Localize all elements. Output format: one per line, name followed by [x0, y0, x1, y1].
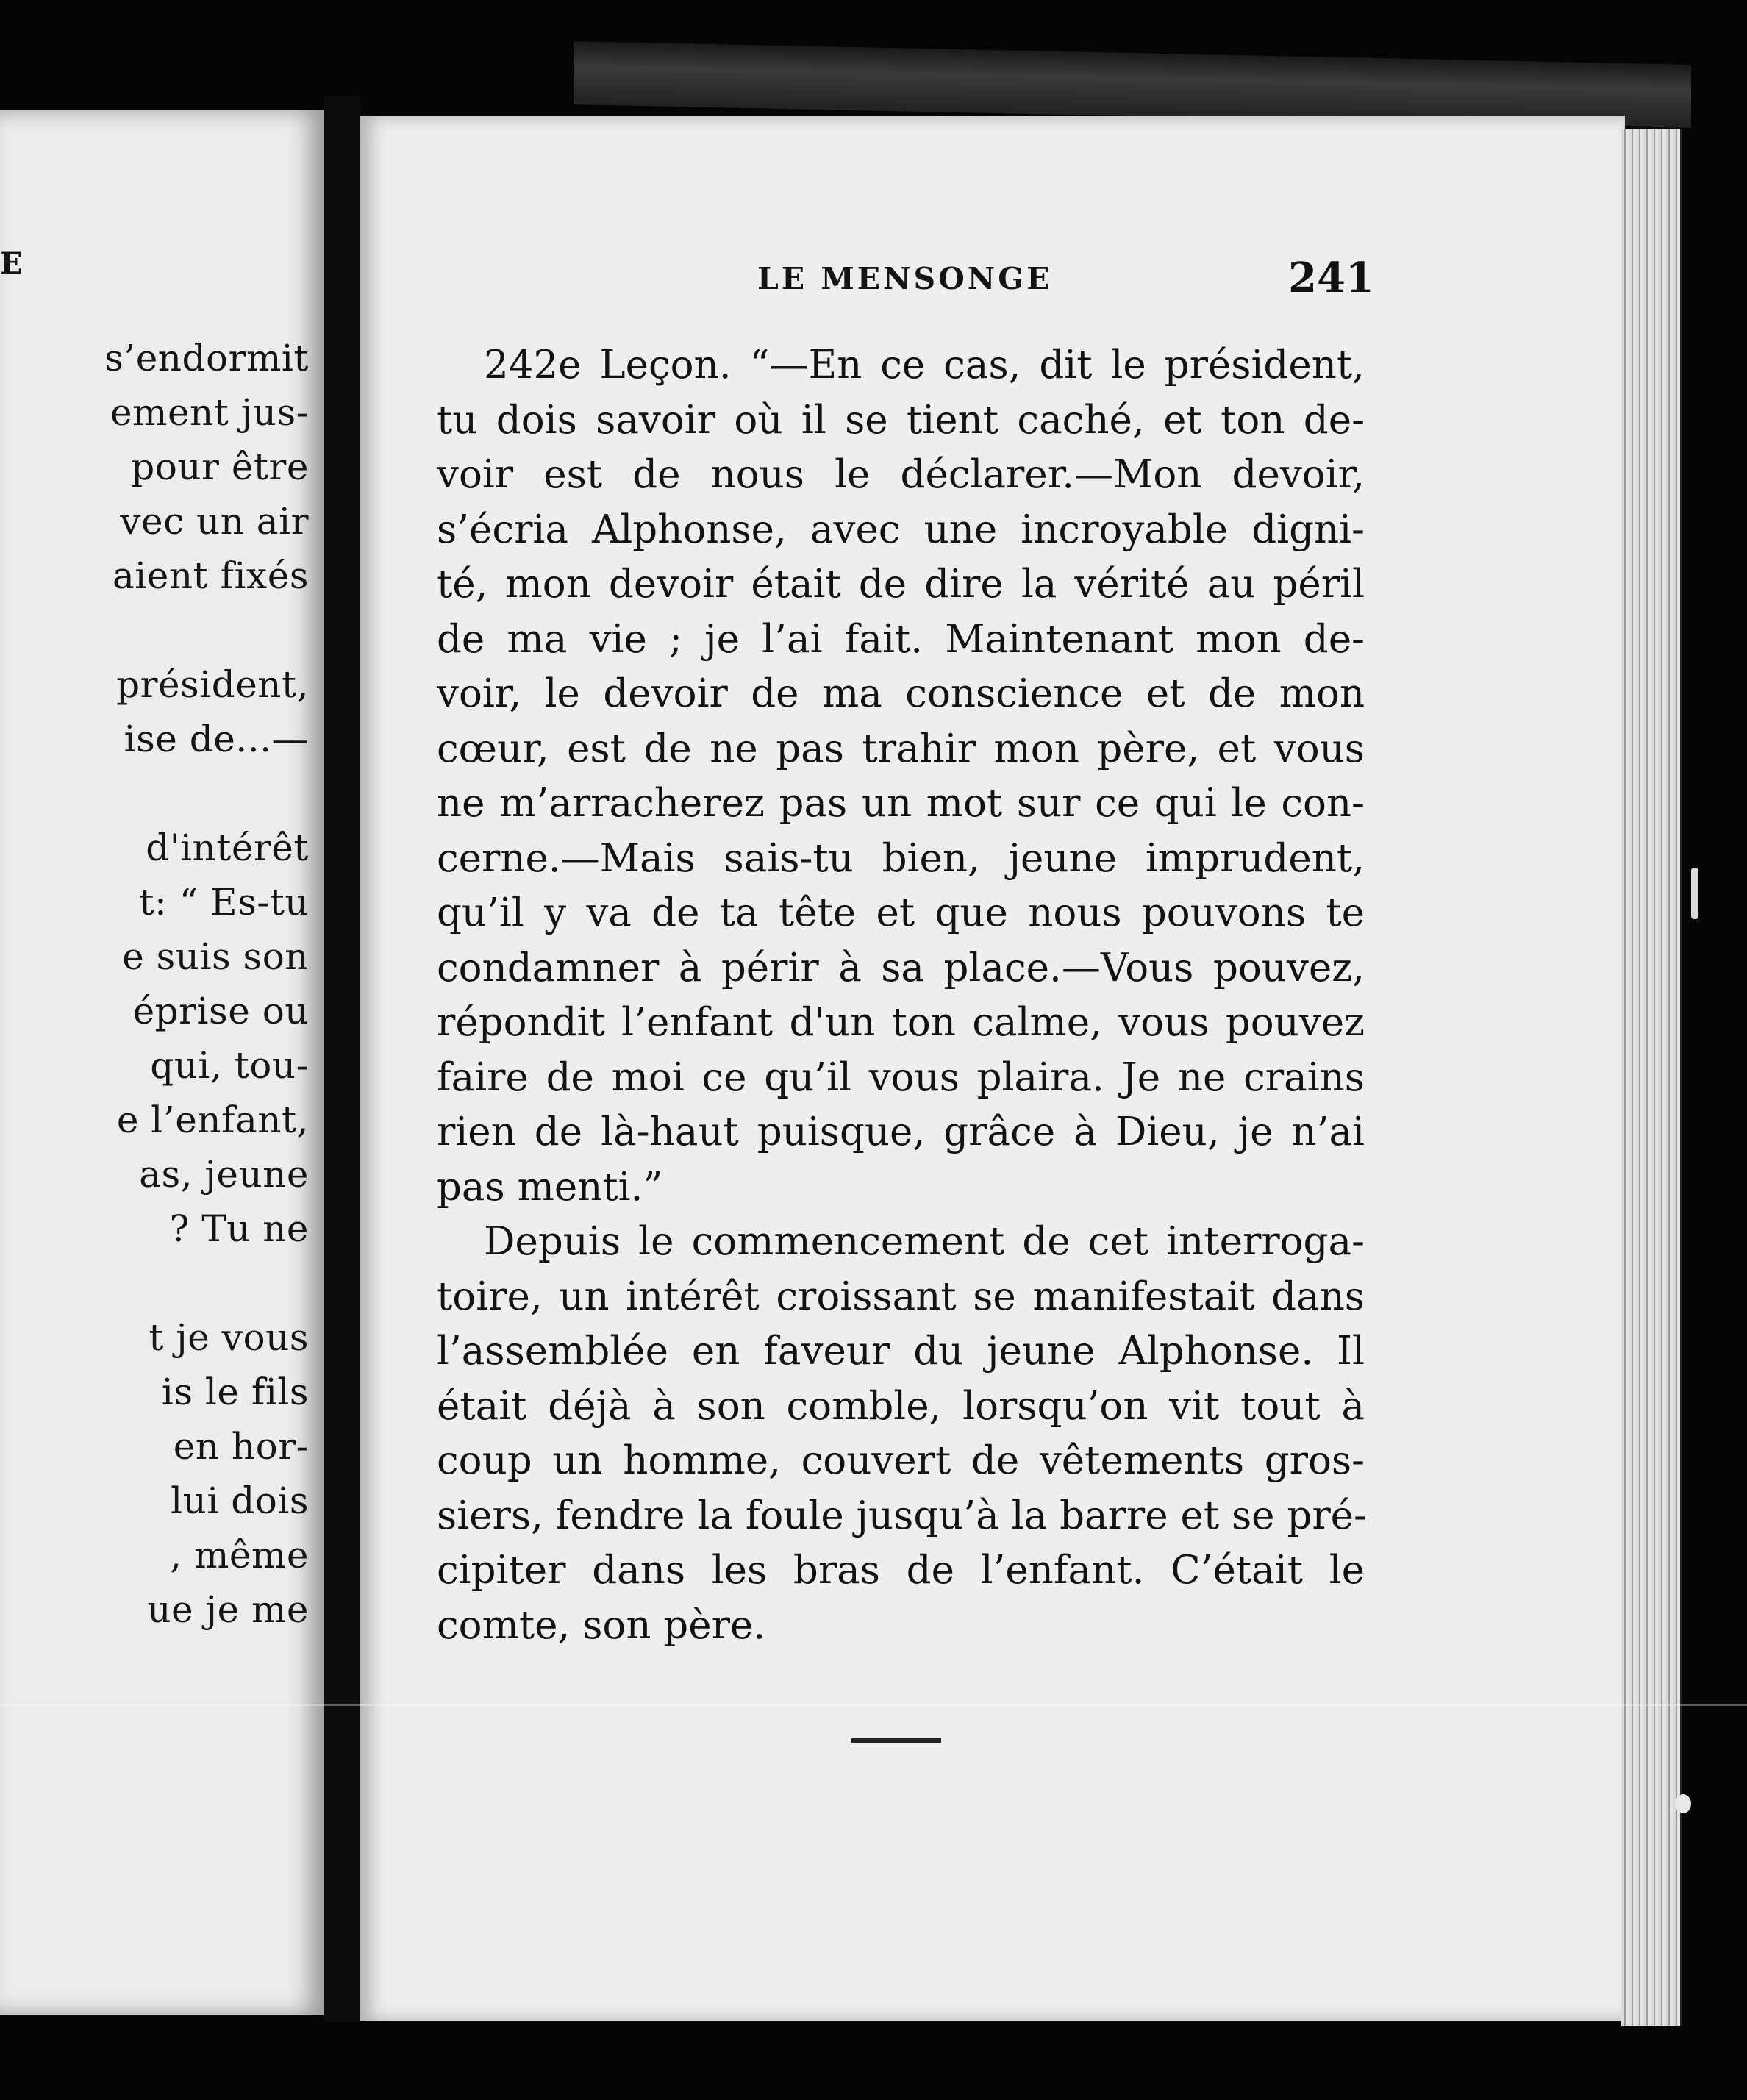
text-line: 242e Leçon. “—En ce cas, dit le président,	[484, 343, 1365, 388]
text-line: répondit l’enfant d'un ton calme, vous pouvez	[437, 1000, 1365, 1045]
scan-dust	[1675, 1794, 1691, 1813]
text-line: rien de là-haut puisque, grâce à Dieu, je n’ai	[437, 1110, 1365, 1154]
left-page-line: d'intérêt	[146, 826, 309, 869]
text-line: toire, un intérêt croissant se manifestait dans	[437, 1274, 1365, 1319]
text-line: s’écria Alphonse, avec une incroyable digni-	[437, 507, 1365, 552]
text-line: cipiter dans les bras de l’enfant. C’était le	[437, 1548, 1365, 1593]
text-line: de ma vie ; je l’ai fait. Maintenant mon de-	[437, 616, 1365, 662]
text-line: tu dois savoir où il se tient caché, et ton de-	[437, 397, 1365, 443]
left-page-line: is le fils	[161, 1371, 309, 1413]
left-page-line: e suis son	[122, 935, 309, 978]
left-page-line: t je vous	[149, 1316, 309, 1359]
left-page-line: en hor-	[173, 1425, 309, 1468]
text-line: té, mon devoir était de dire la vérité au péril	[437, 562, 1365, 607]
left-page-header-fragment: E	[0, 246, 23, 281]
left-page-line: éprise ou	[132, 990, 309, 1032]
left-page-line: s’endormit	[104, 337, 309, 379]
left-page-line: qui, tou-	[150, 1044, 309, 1087]
text-line: cerne.—Mais sais-tu bien, jeune imprudent,	[437, 835, 1365, 881]
text-line: Depuis le commencement de cet interroga-	[484, 1219, 1365, 1264]
text-line: condamner à périr à sa place.—Vous pouvez,	[437, 945, 1365, 990]
left-page-line: ue je me	[147, 1588, 309, 1631]
left-page-line: ? Tu ne	[169, 1207, 309, 1250]
left-page-line: ise de...—	[124, 718, 309, 760]
text-line: cœur, est de ne pas trahir mon père, et vous	[437, 726, 1365, 771]
left-page-line: président,	[116, 663, 309, 706]
running-header: LE MENSONGE	[757, 261, 1053, 296]
text-line: était déjà à son comble, lorsqu’on vit tout à	[437, 1383, 1365, 1429]
scan-artifact-line	[0, 1704, 1747, 1706]
body-text	[437, 338, 1365, 1653]
page-number: 241	[1288, 254, 1374, 302]
book-top-edge	[574, 41, 1691, 128]
text-line: voir, le devoir de ma conscience et de mon	[437, 671, 1365, 716]
page-edges	[1621, 129, 1682, 2026]
left-page-line: , même	[170, 1534, 309, 1576]
scan-dust	[1691, 868, 1698, 919]
text-line: pas menti.”	[437, 1164, 663, 1210]
text-line: qu’il y va de ta tête et que nous pouvons te	[437, 890, 1365, 935]
left-page-line: aient fixés	[112, 554, 309, 597]
text-line: ne m’arracherez pas un mot sur ce qui le con-	[437, 781, 1365, 826]
left-page-line: lui dois	[171, 1479, 309, 1522]
left-page-line: vec un air	[120, 500, 309, 543]
text-line: l’assemblée en faveur du jeune Alphonse. Il	[437, 1329, 1365, 1374]
left-page-line: e l’enfant,	[116, 1099, 309, 1141]
left-page	[0, 110, 324, 2015]
end-rule	[851, 1738, 941, 1743]
left-page-line: pour être	[131, 446, 309, 488]
text-line: siers, fendre la foule jusqu’à la barre et se pré-	[437, 1493, 1367, 1538]
text-line: comte, son père.	[437, 1602, 766, 1648]
book-gutter	[324, 96, 360, 2022]
text-line: faire de moi ce qu’il vous plaira. Je ne crains	[437, 1054, 1365, 1100]
left-page-line: ement jus-	[110, 391, 309, 434]
text-line: coup un homme, couvert de vêtements gros-	[437, 1438, 1365, 1483]
left-page-line: as, jeune	[139, 1153, 309, 1196]
left-page-line: t: “ Es-tu	[139, 881, 309, 924]
text-line: voir est de nous le déclarer.—Mon devoir,	[437, 452, 1365, 497]
